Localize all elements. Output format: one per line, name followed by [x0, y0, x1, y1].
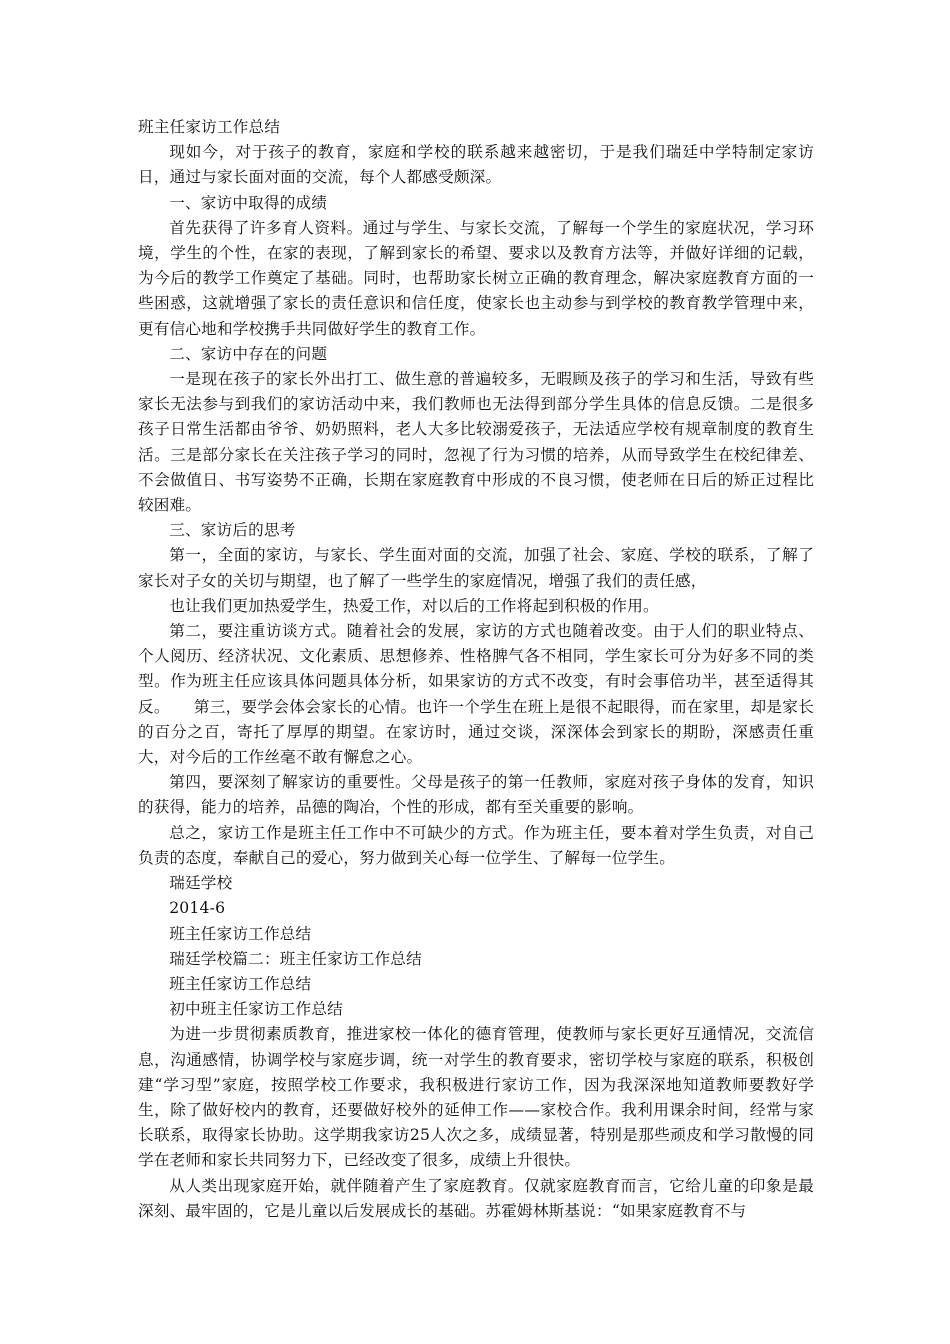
paragraph: 首先获得了许多育人资料。通过与学生、与家长交流，了解每一个学生的家庭状况，学习环境，学生的个性，在家的表现，了解到家长的希望、要求以及教育方法等，并做好详细的记载，为今后的教学工作奠定了基础。同时，也帮助家长树立正确的教育理念，解决家庭教育方面的一些困惑，这就增强了家长的责任意识和信任度，使家长也主动参与到学校的教育教学管理中来，更有信心地和学校携手共同做好学生的教育工作。 [138, 218, 814, 338]
paragraph: 第四，要深刻了解家访的重要性。父母是孩子的第一任教师，家庭对孩子身体的发育，知识的获得，能力的培养，品德的陶冶，个性的形成，都有至关重要的影响。 [138, 773, 814, 817]
paragraph: 总之，家访工作是班主任工作中不可缺少的方式。作为班主任，要本着对学生负责，对自己负责的态度，奉献自己的爱心，努力做到关心每一位学生、了解每一位学生。 [138, 823, 814, 867]
signature-date: 2014-6 [169, 899, 226, 918]
subheading: 班主任家访工作总结 [169, 974, 312, 993]
section-heading: 三、家访后的思考 [169, 521, 296, 540]
paragraph: 也让我们更加热爱学生，热爱工作，对以后的工作将起到积极的作用。 [169, 596, 659, 615]
paragraph: 第一，全面的家访，与家长、学生面对面的交流，加强了社会、家庭、学校的联系，了解了家长对子女的关切与期望，也了解了一些学生的家庭情况，增强了我们的责任感， [138, 546, 814, 590]
subheading: 初中班主任家访工作总结 [169, 1000, 343, 1019]
paragraph: 现如今，对于孩子的教育，家庭和学校的联系越来越密切，于是我们瑞廷中学特制定家访日，通过与家长面对面的交流，每个人都感受颇深。 [138, 143, 814, 187]
subheading: 瑞廷学校篇二：班主任家访工作总结 [169, 949, 422, 968]
section-heading: 二、家访中存在的问题 [169, 344, 328, 363]
subheading: 班主任家访工作总结 [169, 924, 312, 943]
paragraph: 一是现在孩子的家长外出打工、做生意的普遍较多，无暇顾及孩子的学习和生活，导致有些家长无法参与到我们的家访活动中来，我们教师也无法得到部分学生具体的信息反馈。二是很多孩子日常生活都由爷爷、奶奶照料，老人大多比较溺爱孩子，无法适应学校有规章制度的教育生活。三是部分家长在关注孩子学习的同时，忽视了行为习惯的培养，从而导致学生在校纪律差、不会做值日、书写姿势不正确，长期在家庭教育中形成的不良习惯，使老师在日后的矫正过程比较困难。 [138, 370, 814, 515]
paragraph: 第二，要注重访谈方式。随着社会的发展，家访的方式也随着改变。由于人们的职业特点、个人阅历、经济状况、文化素质、思想修养、性格脾气各不相同，学生家长可分为好多不同的类型。作为班主任应该具体问题具体分析，如果家访的方式不改变，有时会事倍功半，甚至适得其反。 第三，要学会体会家长的心情。也许一个学生在班上是很不起眼得，而在家里，却是家长的百分之百，寄托了厚厚的期望。在家访时，通过交谈，深深体会到家长的期盼，深感责任重大，对今后的工作丝毫不敢有懈怠之心。 [138, 622, 814, 767]
document-page [138, 115, 814, 1224]
signature-school: 瑞廷学校 [169, 874, 233, 893]
paragraph: 从人类出现家庭开始，就伴随着产生了家庭教育。仅就家庭教育而言，它给儿童的印象是最深刻、最牢固的，它是儿童以后发展成长的基础。苏霍姆林斯基说：“如果家庭教育不与 [138, 1176, 814, 1220]
paragraph: 为进一步贯彻素质教育，推进家校一体化的德育管理，使教师与家长更好互通情况，交流信息，沟通感情，协调学校与家庭步调，统一对学生的教育要求，密切学校与家庭的联系，积极创建“学习型”家庭，按照学校工作要求，我积极进行家访工作，因为我深深地知道教师要教好学生，除了做好校内的教育，还要做好校外的延伸工作——家校合作。我利用课余时间，经常与家长联系，取得家长协助。这学期我家访25人次之多，成绩显著，特别是那些顽皮和学习散慢的同学在老师和家长共同努力下，已经改变了很多，成绩上升很快。 [138, 1025, 814, 1170]
section-heading: 一、家访中取得的成绩 [169, 193, 328, 212]
document-title: 班主任家访工作总结 [138, 118, 281, 136]
